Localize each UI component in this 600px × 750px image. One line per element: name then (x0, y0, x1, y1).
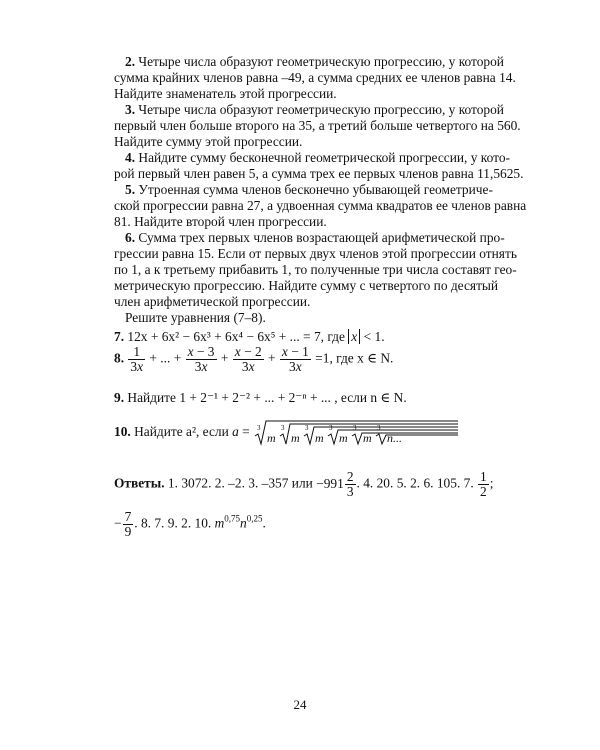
answers-line-2: − $\frac{7}{9}$ . 8. 7. 9. 2. 10. $m^{0,75}n^{0,25}$. (114, 509, 266, 539)
svg-text:3: 3 (329, 424, 333, 432)
svg-text:m: m (363, 431, 372, 445)
equation-9: 9. Найдите 1 + 2⁻¹ + 2⁻² + ... + 2⁻ⁿ + ... , если n ∈ N. (114, 390, 407, 405)
problems-block (114, 54, 527, 326)
problem-4: 4. Найдите сумму бесконечной геометрической прогрессии, у кото- (125, 150, 510, 165)
fraction-x-3: $\frac{x - 3}{3x}$ (187, 344, 215, 374)
fraction-x-1: $\frac{x - 1}{3x}$ (281, 344, 309, 374)
problem-2-line2: сумма крайних членов равна –49, а сумма средних ее членов равна 14. (114, 70, 516, 85)
series-expression: 1 + 2⁻¹ + 2⁻² + ... + 2⁻ⁿ + ... , если n ∈ N. (179, 390, 407, 405)
svg-text:3: 3 (281, 424, 285, 432)
equation-7: 7. 12x + 6x² − 6x³ + 6x⁴ − 6x⁵ + ... = 7, где x < 1. (114, 329, 385, 344)
nested-radical (253, 420, 458, 446)
problem-6-line2: грессии равна 15. Если от первых двух членов этой прогрессии отнять (114, 246, 517, 261)
problem-6: 6. Сумма трех первых членов возрастающей арифметической про- (125, 230, 505, 245)
problem-5: 5. Утроенная сумма членов бесконечно убывающей геометриче- (125, 182, 493, 197)
svg-text:3: 3 (377, 424, 381, 432)
svg-text:n...: n... (387, 431, 403, 445)
problem-2: 2. Четыре числа образуют геометрическую прогрессию, у которой (125, 54, 504, 69)
svg-text:m: m (291, 431, 300, 445)
problem-6-line5: член арифметической прогрессии. (114, 294, 311, 309)
solve-heading: Решите уравнения (7–8). (125, 310, 266, 325)
svg-text:3: 3 (305, 424, 309, 432)
problem-4-line2: рой первый член равен 5, а сумма трех ее первых членов равна 11,5625. (114, 166, 524, 181)
problem-6-line4: метрическую прогрессию. Найдите сумму с четвертого по десятый (114, 278, 499, 293)
problem-3: 3. Четыре числа образуют геометрическую прогрессию, у которой (125, 102, 504, 117)
problem-5-line2: ской прогрессии равна 27, а удвоенная сумма квадратов ее членов равна (114, 198, 527, 213)
equation-7-lhs: 12x + 6x² − 6x³ + 6x⁴ − 6x⁵ + ... = 7 (127, 329, 321, 344)
problem-6-line3: по 1, а к третьему прибавить 1, то полученные три числа составят гео- (114, 262, 517, 277)
svg-text:3: 3 (353, 424, 357, 432)
equation-8: 8. $\frac{1}{3x}$ + ... + $\frac{x - 3}{3x}$ + $\frac{x - 2}{3x}$ + $\frac{x - 1}{3x}$ =1, где x ∈ N. (114, 344, 394, 374)
problem-3-line2: первый член больше второго на 35, а третий больше четвертого на 560. (114, 118, 521, 133)
abs-x: x (348, 329, 360, 344)
svg-text:m: m (315, 431, 324, 445)
answers-line-1: Ответы. 1. 3072. 2. –2. 3. –357 или −991 $\frac{2}{3}$ . 4. 20. 5. 2. 6. 105. 7. $\frac{1}{2}$ ; (114, 469, 494, 499)
problem-3-line3: Найдите сумму этой прогрессии. (114, 134, 303, 149)
problem-2-line3: Найдите знаменатель этой прогрессии. (114, 86, 337, 101)
fraction-1-3x: $\frac{1}{3x}$ (130, 344, 144, 374)
fraction-x-2: $\frac{x - 2}{3x}$ (234, 344, 262, 374)
svg-text:3: 3 (257, 424, 261, 432)
problem-5-line3: 81. Найдите второй член прогрессии. (114, 214, 327, 229)
page-number: 24 (293, 697, 307, 712)
equation-10: 10. Найдите a², если a = m m m m m n... 3 3 3 3 3 3 (114, 420, 458, 446)
svg-text:m: m (339, 431, 348, 445)
svg-text:m: m (267, 431, 276, 445)
